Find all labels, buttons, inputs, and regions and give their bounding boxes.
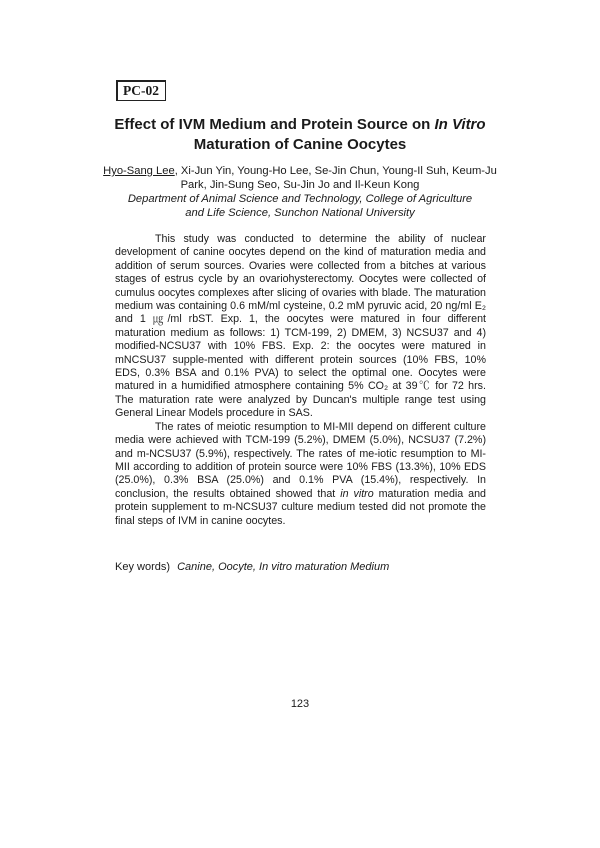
affiliation — [100, 192, 500, 220]
keywords-label: Key words) — [115, 561, 171, 573]
abstract-paragraph-2 — [115, 421, 486, 528]
title-line-2: Maturation of Canine Oocytes — [193, 136, 407, 153]
first-author: Hyo-Sang Lee — [103, 165, 175, 177]
abstract-code-box: PC-02 — [116, 80, 166, 101]
keywords-line — [115, 560, 389, 574]
abstract-paragraph-1: This study was conducted to determine the ability of nuclear development of canine oocytes depend on the kind of maturation media and addition of serum sources. Ovaries were collected from a bitches at various stages of estrus cycle by an ovariohysterectomy. Oocytes were collected of cumulus oocytes complexes after slicing of ovaries with blade. The maturation medium was containing 0.6 mM/ml cysteine, 0.2 mM pyruvic acid, 20 ng/ml E₂ and 1 ㎍/ml rbST. Exp. 1, the oocytes were matured in four different maturation medium as follows: 1) TCM-199, 2) DMEM, 3) NCSU37 and 4) modified-NCSU37 with 10% FBS. Exp. 2: the oocytes were matured in mNCSU37 supple-mented with different protein sources (10% FBS, 10% EDS, 0.3% BSA and 0.1% PVA) to select the optimal one. Oocytes were matured in a humidified atmosphere containing 5% CO₂ at 39℃ for 72 hrs. The maturation rate were analyzed by Duncan's multiple range test using General Linear Models procedure in SAS. — [115, 233, 486, 420]
title-italic: In Vitro — [434, 116, 486, 133]
other-authors: , Xi-Jun Yin, Young-Ho Lee, Se-Jin Chun, Young-Il Suh, Keum-Ju Park, Jin-Sung Seo, Su-Jin Jo and Il-Keun Kong — [174, 165, 497, 191]
paragraph-2-text-b: maturation media and protein supplement to m-NCSU37 culture medium tested did not promote the final steps of IVM in canine oocytes. — [115, 487, 486, 527]
title-text: Effect of IVM Medium and Protein Source on — [114, 116, 435, 133]
paragraph-2-text-a: The rates of meiotic resumption to MI-MII depend on different culture media were achieved with TCM-199 (5.2%), DMEM (5.0%), NCSU37 (7.2%) and m-NCSU37 (5.9%), respectively. The rates of me-iotic resumption to MI-MII according to addition of protein source were 10% FBS (13.3%), 10% EDS (25.0%), 0.3% BSA (25.0%) and 0.1% PVA (15.4%), respectively. In conclusion, the results obtained showed that — [115, 420, 486, 500]
paragraph-2-italic: in vitro — [340, 487, 374, 500]
page-number: 123 — [290, 698, 310, 710]
abstract-body — [115, 233, 486, 528]
affiliation-line-2: and Life Science, Sunchon National University — [185, 207, 415, 219]
author-list — [100, 164, 500, 192]
keywords-list: Canine, Oocyte, In vitro maturation Medium — [177, 561, 390, 573]
affiliation-line-1: Department of Animal Science and Technology, College of Agriculture — [127, 193, 473, 205]
paper-title — [80, 115, 520, 155]
